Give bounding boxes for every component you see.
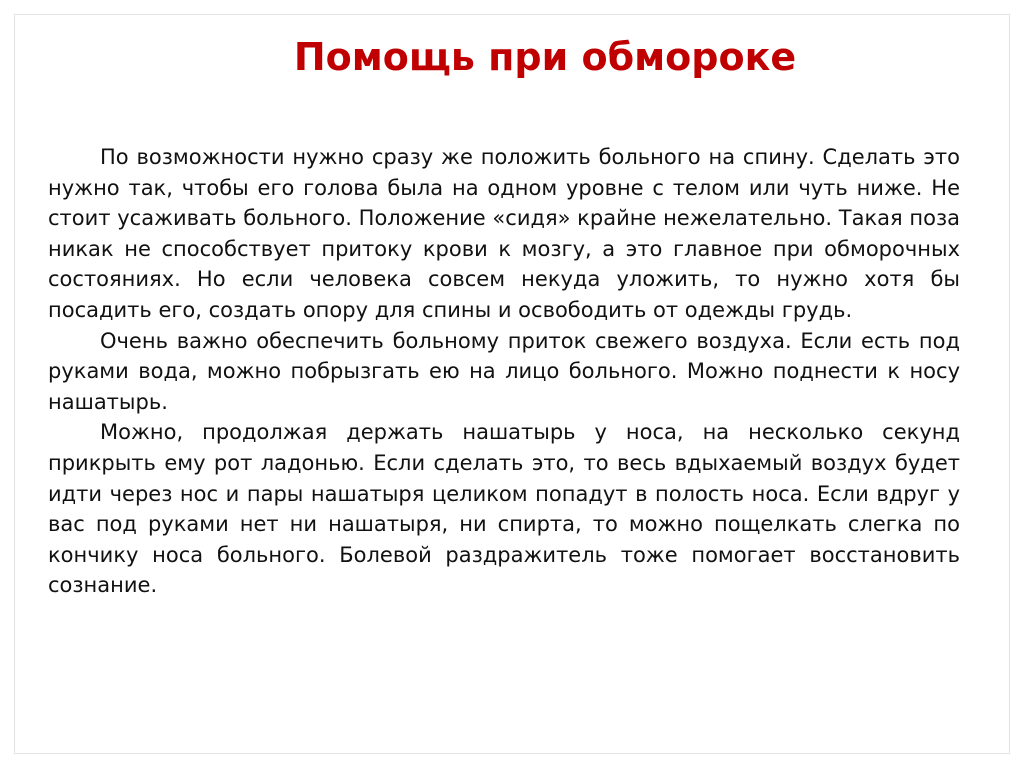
paragraph-2: Очень важно обеспечить больному приток свежего воздуха. Если есть под руками вода, можно побрызгать ею на лицо больного. Можно поднести к носу нашатырь. <box>48 328 960 414</box>
slide-title: Помощь при обмороке <box>293 35 797 79</box>
slide-body <box>48 142 960 601</box>
paragraph-3: Можно, продолжая держать нашатырь у носа, на несколько секунд прикрыть ему рот ладонью. Если сделать это, то весь вдыхаемый воздух будет идти через нос и пары нашатыря целиком попадут в полость носа. Если вдруг у вас под руками нет ни нашатыря, ни спирта, то можно пощелкать слегка по кончику носа больного. Болевой раздражитель тоже помогает восстановить сознание. <box>48 420 960 598</box>
paragraph-1: По возможности нужно сразу же положить больного на спину. Сделать это нужно так, чтобы его голова была на одном уровне с телом или чуть ниже. Не стоит усаживать больного. Положение «сидя» крайне нежелательно. Такая поза никак не способствует притоку крови к мозгу, а это главное при обморочных состояниях. Но если человека совсем некуда уложить, то нужно хотя бы посадить его, создать опору для спины и освободить от одежды грудь. <box>48 145 960 322</box>
